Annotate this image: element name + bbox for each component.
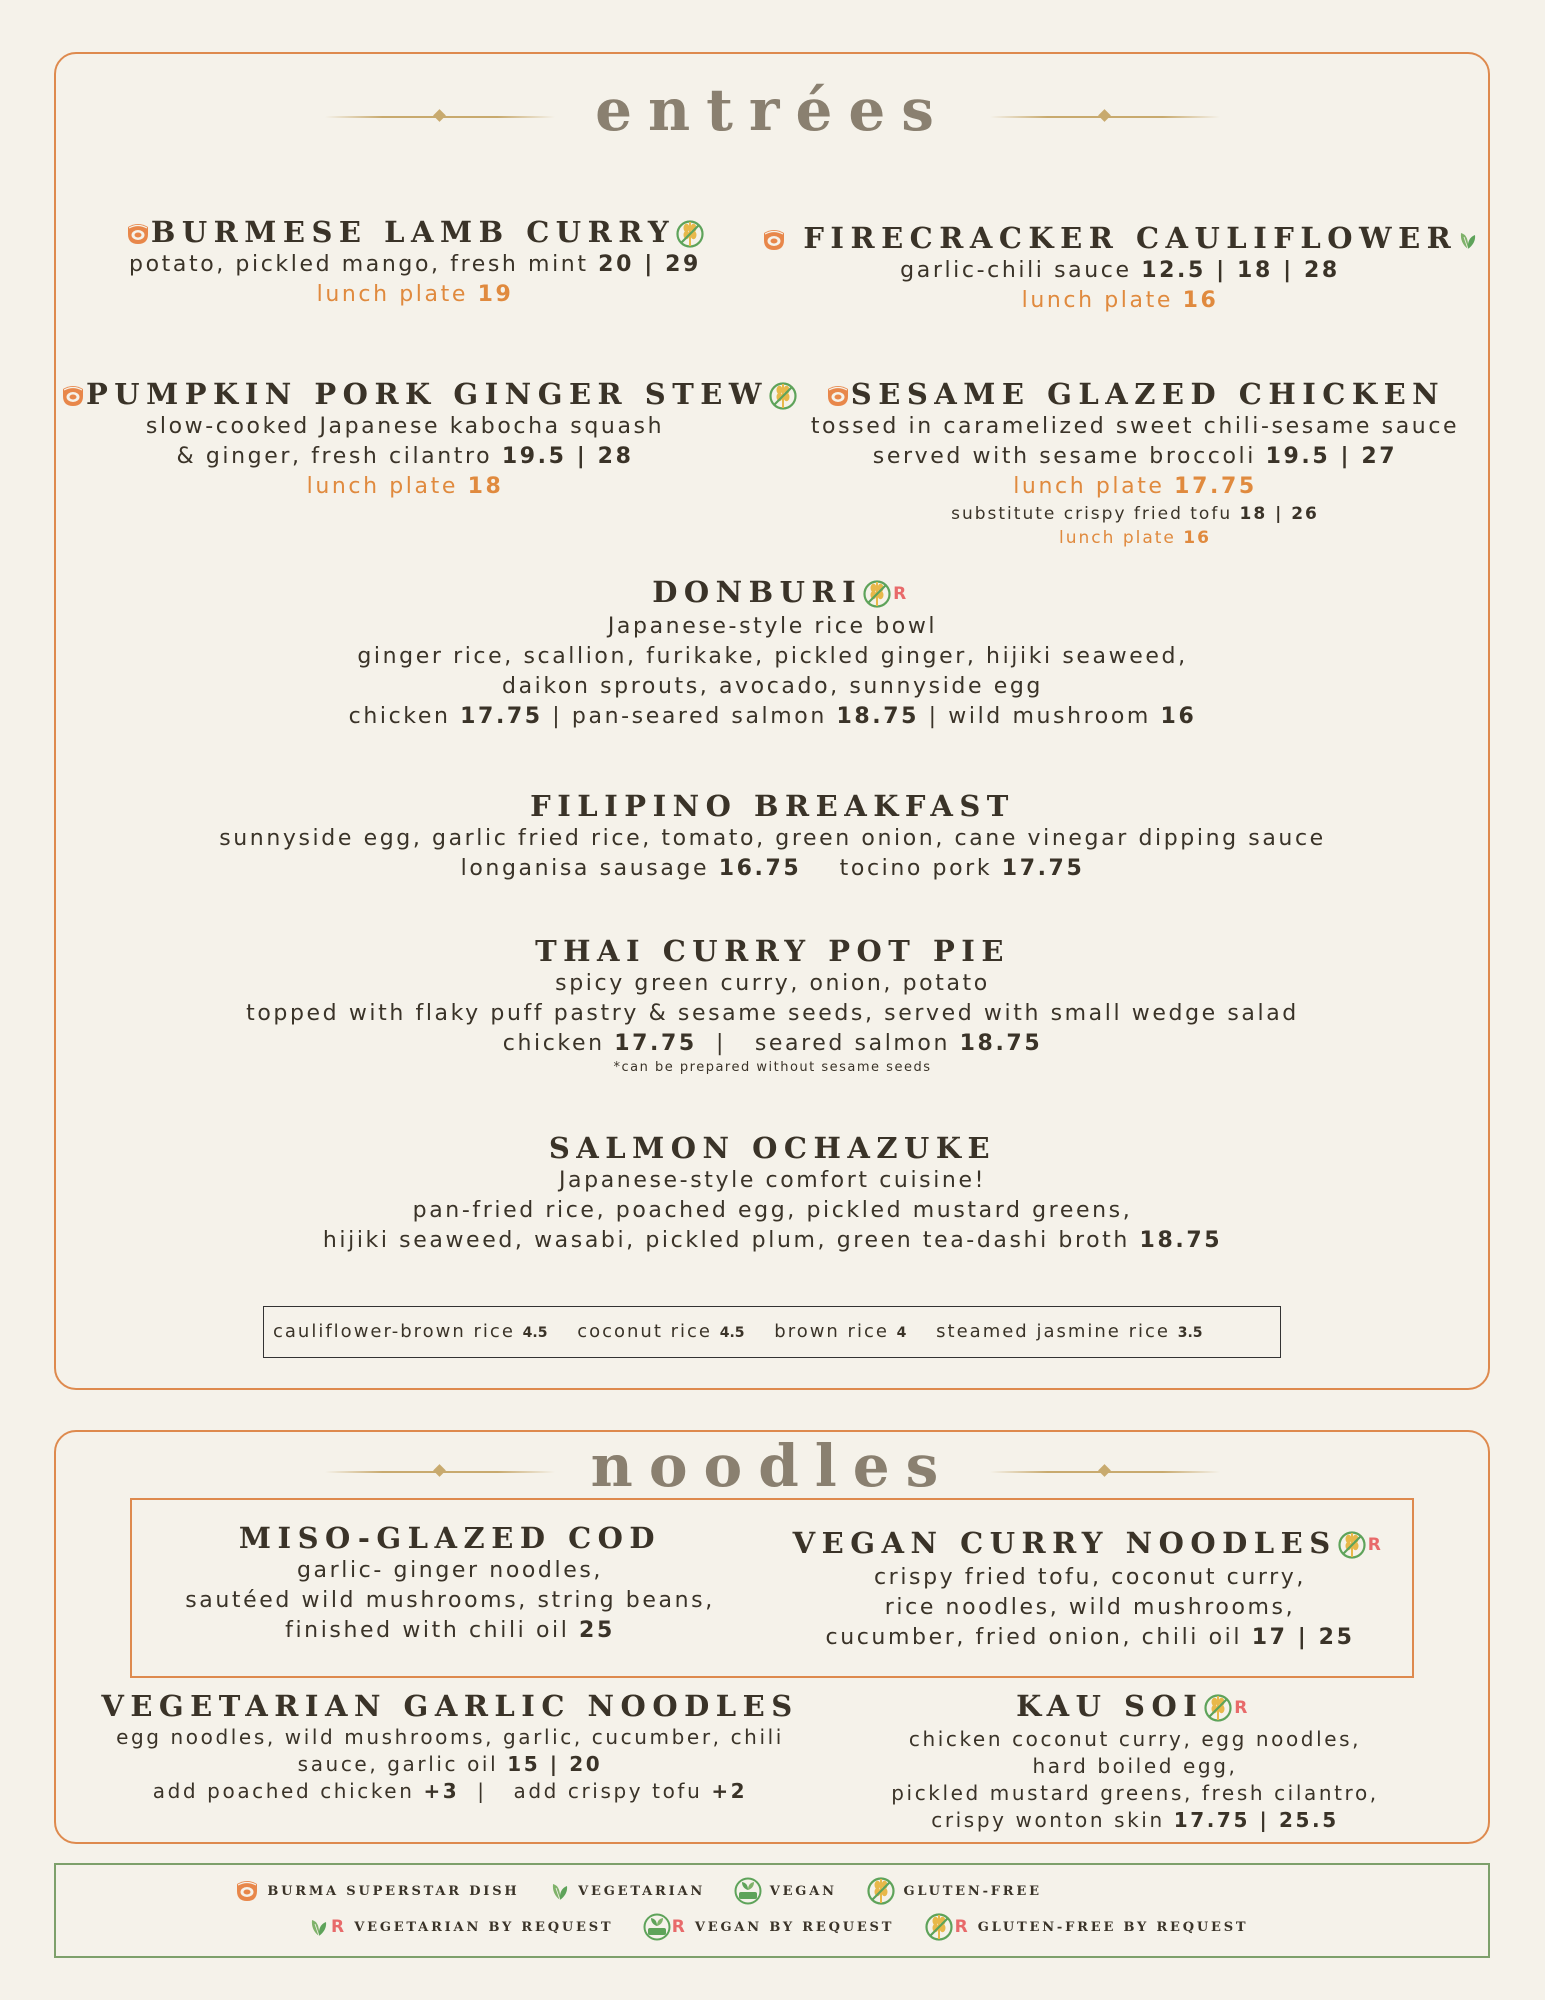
by-request-mark: R [1367,1535,1388,1555]
vegetarian-icon [1457,229,1479,251]
item-price: 25 [579,1618,615,1643]
item-price: 19.5 | 28 [501,444,634,469]
option-price: 16 [1160,704,1197,729]
by-request-mark: R [331,1917,347,1937]
item-desc: Japanese-style comfort cuisine! [558,1168,987,1193]
section-title-noodles: noodles [590,1432,955,1500]
by-request-mark: R [954,1917,971,1937]
item-price: 12.5 | 18 | 28 [1141,258,1340,283]
item-name: FIRECRACKER CAULIFLOWER [803,221,1458,255]
menu-item-thai-curry-pot-pie: THAI CURRY POT PIE spicy green curry, onion, potato topped with flaky puff pastry & sesame seeds, served with small wedge salad chicken 17.75 | seared salmon 18.75 *can be prepared without sesame seeds [0,933,1545,1077]
option-price: 16.75 [718,856,802,881]
item-desc: daikon sprouts, avocado, sunnyside egg [502,674,1043,699]
item-desc: tossed in caramelized sweet chili-sesame sauce [810,414,1460,439]
menu-item-donburi: DONBURI R Japanese-style rice bowl ginger rice, scallion, furikake, pickled ginger, hijiki seaweed, daikon sprouts, avocado, sunnyside egg chicken 17.75 | pan-seared salmon 18.75 | wild mushroom 16 [0,574,1545,732]
item-desc: garlic- ginger noodles, [296,1558,604,1583]
item-desc: egg noodles, wild mushrooms, garlic, cucumber, chili [116,1725,784,1749]
item-price: 17 | 25 [1251,1625,1355,1650]
legend-label: GLUTEN-FREE [903,1883,1042,1899]
item-price: 19.5 | 27 [1265,444,1398,469]
item-desc: served with sesame broccoli [872,444,1256,469]
section-title-entrees: entrées [595,76,950,144]
gluten-free-icon [862,579,892,609]
by-request-mark: R [1234,1698,1254,1718]
item-name: PUMPKIN PORK GINGER STEW [86,377,768,411]
item-price: 17.75 | 25.5 [1173,1808,1339,1832]
by-request-mark: R [671,1917,688,1937]
menu-item-vegetarian-garlic-noodles: VEGETARIAN GARLIC NOODLES egg noodles, wild mushrooms, garlic, cucumber, chili sauce, garlic oil 15 | 20 add poached chicken +3 | add crispy tofu +2 [90,1688,810,1805]
item-desc: sautéed wild mushrooms, string beans, [185,1588,715,1613]
legend-label: GLUTEN-FREE BY REQUEST [977,1919,1249,1935]
legend-label: VEGETARIAN [578,1883,706,1899]
add-on-price: +3 [423,1779,460,1803]
rice-name: brown rice [774,1321,889,1342]
option-name: chicken [502,1031,605,1056]
item-note: *can be prepared without sesame seeds [613,1060,932,1075]
item-desc: crispy wonton skin [931,1808,1165,1832]
item-desc: spicy green curry, onion, potato [555,971,990,996]
item-desc: pickled mustard greens, fresh cilantro, [891,1781,1379,1805]
vegetarian-icon [308,1916,330,1938]
item-price: 15 | 20 [507,1752,603,1776]
item-name: VEGETARIAN GARLIC NOODLES [101,1689,799,1723]
option-price: 17.75 [460,704,543,729]
rice-sides-box [263,1306,1281,1358]
item-desc: finished with chili oil [285,1618,570,1643]
menu-item-pumpkin-pork-ginger-stew [60,376,768,502]
substitute-text: substitute crispy fried tofu [951,504,1233,524]
menu-item-salmon-ochazuke [0,1130,1545,1256]
option-price: 18.75 [836,704,920,729]
gluten-free-icon [675,219,705,249]
item-desc: hijiki seaweed, wasabi, pickled plum, green tea-dashi broth [322,1228,1130,1253]
legend-label: BURMA SUPERSTAR DISH [267,1883,520,1899]
lunch-label: lunch plate [1013,474,1165,499]
legend-row-1 [234,1876,1064,1906]
item-desc: hard boiled egg, [1032,1754,1238,1778]
item-price: 18.75 [1139,1228,1223,1253]
burma-superstar-icon [234,1879,260,1903]
by-request-mark: R [893,584,913,604]
option-name: longanisa sausage [460,856,710,881]
vegan-icon [643,1913,671,1941]
vegan-icon [734,1877,762,1905]
burma-superstar-icon [60,384,86,408]
item-desc: slow-cooked Japanese kabocha squash [145,414,665,439]
legend-label: VEGAN [769,1883,837,1899]
item-desc: ginger rice, scallion, furikake, pickled ginger, hijiki seaweed, [357,644,1188,669]
item-desc: crispy fried tofu, coconut curry, [873,1565,1307,1590]
rice-name: cauliflower-brown rice [273,1321,515,1342]
option-price: 18.75 [959,1031,1043,1056]
lunch-price: 18 [467,474,504,499]
item-name: FILIPINO BREAKFAST [530,789,1015,823]
lunch-label: lunch plate [1059,528,1176,548]
menu-item-vegan-curry-noodles [770,1525,1410,1653]
rice-name: steamed jasmine rice [936,1321,1170,1342]
add-on: add crispy tofu [513,1779,703,1803]
option-name: chicken [348,704,451,729]
vegetarian-icon [549,1880,571,1902]
item-desc: pan-fried rice, poached egg, pickled mustard greens, [412,1198,1133,1223]
item-desc: Japanese-style rice bowl [607,614,938,639]
lunch-label: lunch plate [1021,288,1173,313]
item-price: 20 | 29 [598,252,701,277]
lunch-price: 19 [477,282,514,307]
substitute-price: 18 | 26 [1239,504,1319,524]
lunch-price: 17.75 [1174,474,1257,499]
lunch-price: 16 [1183,528,1211,548]
option-price: 17.75 [614,1031,697,1056]
item-desc: sunnyside egg, garlic fried rice, tomato, green onion, cane vinegar dipping sauce [219,826,1326,851]
lunch-label: lunch plate [306,474,458,499]
menu-item-burmese-lamb-curry [80,214,750,310]
item-desc: topped with flaky puff pastry & sesame seeds, served with small wedge salad [246,1001,1299,1026]
menu-item-sesame-glazed-chicken [790,376,1480,550]
option-name: tocino pork [839,856,993,881]
burma-superstar-icon [125,222,151,246]
option-name: wild mushroom [948,704,1151,729]
item-desc: & ginger, fresh cilantro [176,444,493,469]
lunch-label: lunch plate [316,282,468,307]
item-desc: garlic-chili sauce [900,258,1132,283]
rice-price: 4.5 [522,1325,548,1341]
item-name: SESAME GLAZED CHICKEN [850,377,1446,411]
item-name: MISO-GLAZED COD [238,1521,662,1555]
menu-item-firecracker-cauliflower [760,220,1480,316]
item-desc: cucumber, fried onion, chili oil [825,1625,1243,1650]
item-name: VEGAN CURRY NOODLES [792,1526,1337,1560]
add-on-price: +2 [711,1779,748,1803]
gluten-free-icon [866,1876,896,1906]
rice-price: 4.5 [719,1325,745,1341]
rice-price: 3.5 [1177,1325,1203,1341]
gluten-free-icon [1203,1693,1233,1723]
option-price: 17.75 [1001,856,1085,881]
menu-item-filipino-breakfast [0,788,1545,884]
item-desc: potato, pickled mango, fresh mint [129,252,589,277]
item-name: KAU SOI [1016,1689,1204,1723]
menu-item-kau-soi [820,1688,1450,1834]
legend-row-2 [308,1912,1270,1942]
item-desc: chicken coconut curry, egg noodles, [908,1727,1362,1751]
item-name: THAI CURRY POT PIE [535,934,1010,968]
gluten-free-icon [924,1912,954,1942]
legend-label: VEGAN BY REQUEST [694,1919,895,1935]
legend-label: VEGETARIAN BY REQUEST [354,1919,614,1935]
menu-item-miso-glazed-cod [130,1520,770,1646]
burma-superstar-icon [825,384,851,408]
burma-superstar-icon [761,228,787,252]
option-name: seared salmon [754,1031,951,1056]
item-name: BURMESE LAMB CURRY [150,215,676,249]
option-name: pan-seared salmon [571,704,827,729]
gluten-free-icon [1337,1530,1367,1560]
item-desc: rice noodles, wild mushrooms, [884,1595,1296,1620]
add-on: add poached chicken [152,1779,415,1803]
item-name: DONBURI [652,575,863,609]
lunch-price: 16 [1182,288,1219,313]
rice-price: 4 [896,1325,907,1341]
item-name: SALMON OCHAZUKE [548,1131,997,1165]
rice-name: coconut rice [577,1321,712,1342]
item-desc: sauce, garlic oil [297,1752,499,1776]
